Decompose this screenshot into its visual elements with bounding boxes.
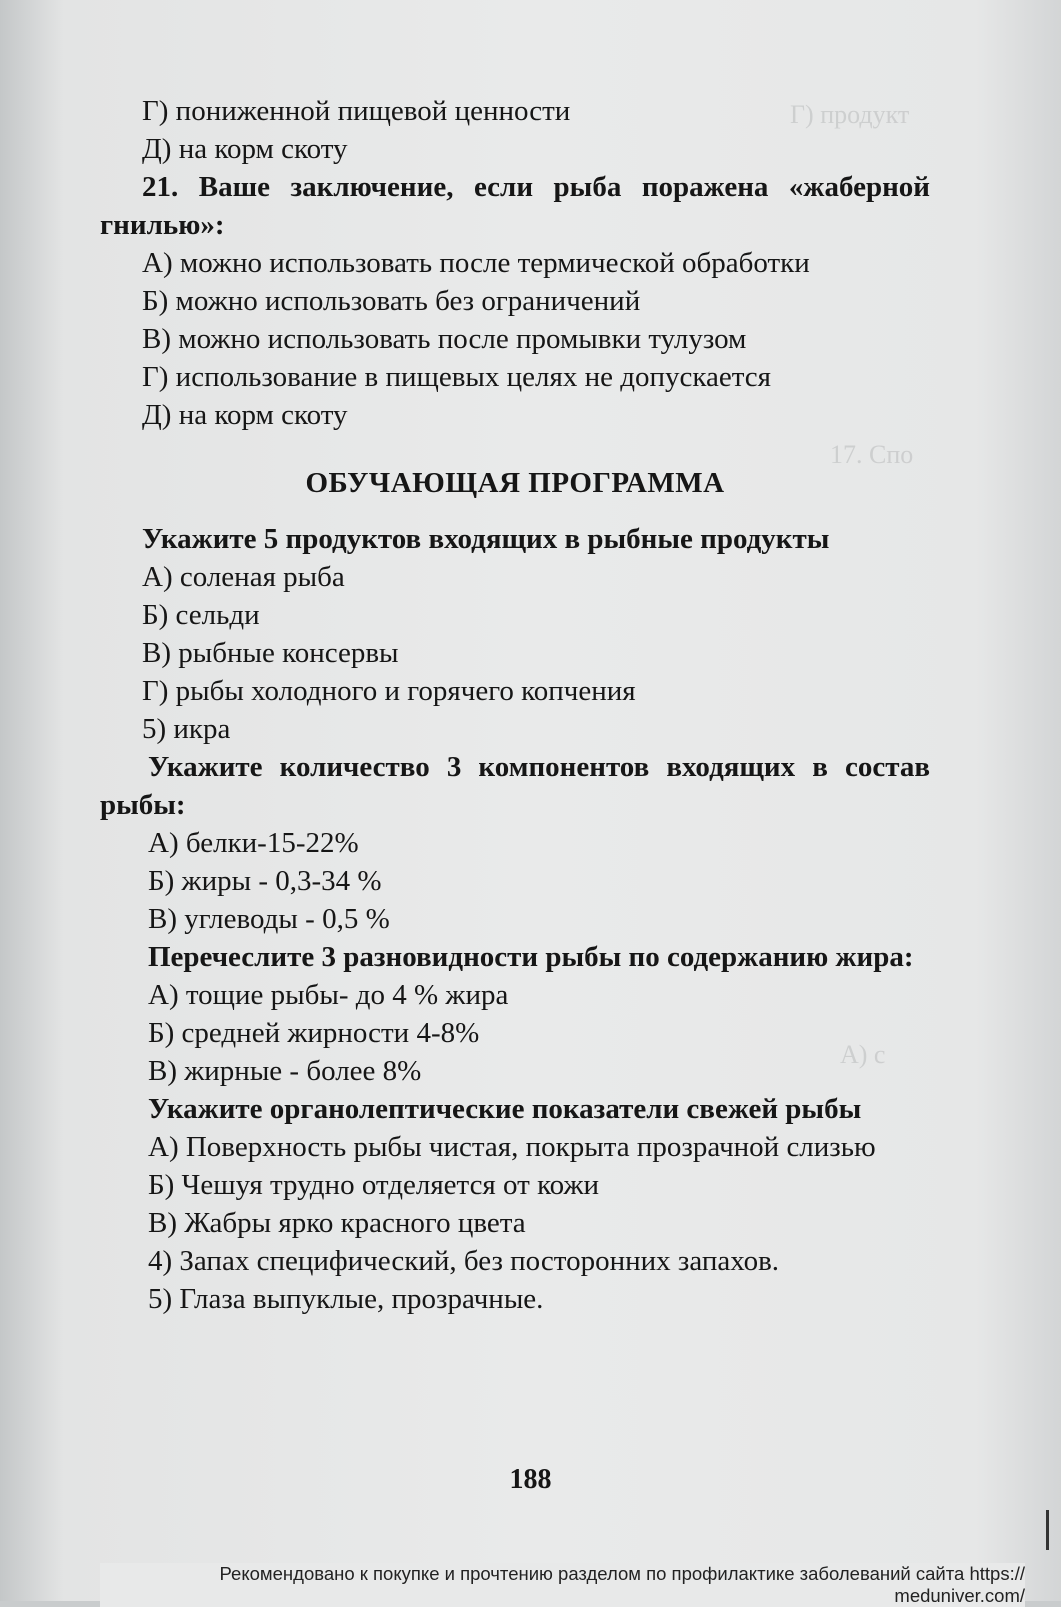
page-content — [100, 92, 930, 1318]
footer-note — [100, 1563, 1025, 1607]
answer-line: В) жирные - более 8% — [148, 1055, 422, 1087]
answer-line: Б) жиры - 0,3-34 % — [148, 865, 382, 897]
bleed-through-text: 17. Спо — [830, 440, 914, 469]
answer-line: А) соленая рыба — [142, 561, 345, 593]
option-line: Д) на корм скоту — [142, 133, 348, 165]
answer-line: 4) Запах специфический, без посторонних запахов. — [148, 1245, 780, 1277]
answer-line: В) Жабры ярко красного цвета — [148, 1207, 526, 1239]
option-line: Г) использование в пищевых целях не допускается — [142, 361, 772, 393]
answer-line: А) белки-15-22% — [148, 827, 359, 859]
option-line: Б) можно использовать без ограничений — [142, 285, 641, 317]
bleed-through-text: Г) продукт — [790, 100, 910, 129]
answer-line: 5) икра — [142, 713, 231, 745]
page-number: 188 — [509, 1464, 552, 1495]
question-products: Укажите 5 продуктов входящих в рыбные продукты — [142, 523, 830, 555]
question-components: Укажите количество 3 компонентов входящих в состав рыбы: — [100, 751, 930, 821]
answer-line: 5) Глаза выпуклые, прозрачные. — [148, 1283, 544, 1315]
footer-line-2: meduniver.com/ — [894, 1585, 1025, 1606]
question-organoleptic: Укажите органолептические показатели свежей рыбы — [148, 1093, 862, 1125]
option-line: Г) пониженной пищевой ценности — [142, 95, 571, 127]
bleed-through-text: А) с — [840, 1040, 886, 1069]
answer-line: А) Поверхность рыбы чистая, покрыта прозрачной слизью — [148, 1131, 876, 1163]
footer-line-1: Рекомендовано к покупке и прочтению разделом по профилактике заболеваний сайта https:// — [219, 1563, 1025, 1584]
answer-line: В) рыбные консервы — [142, 637, 399, 669]
answer-line: А) тощие рыбы- до 4 % жира — [148, 979, 509, 1011]
answer-line: Б) сельди — [142, 599, 260, 631]
page-edge-mark — [1046, 1510, 1049, 1550]
answer-line: Б) Чешуя трудно отделяется от кожи — [148, 1169, 600, 1201]
option-line: В) можно использовать после промывки тулузом — [142, 323, 747, 355]
option-line: А) можно использовать после термической обработки — [142, 247, 810, 279]
question-fat-varieties: Перечеслите 3 разновидности рыбы по содержанию жира: — [148, 941, 914, 973]
answer-line: В) углеводы - 0,5 % — [148, 903, 390, 935]
answer-line: Г) рыбы холодного и горячего копчения — [142, 675, 636, 707]
option-line: Д) на корм скоту — [142, 399, 348, 431]
answer-line: Б) средней жирности 4-8% — [148, 1017, 480, 1049]
section-title: ОБУЧАЮЩАЯ ПРОГРАММА — [305, 467, 725, 499]
question-21: 21. Ваше заключение, если рыба поражена «жаберной гнилью»: — [100, 171, 930, 241]
